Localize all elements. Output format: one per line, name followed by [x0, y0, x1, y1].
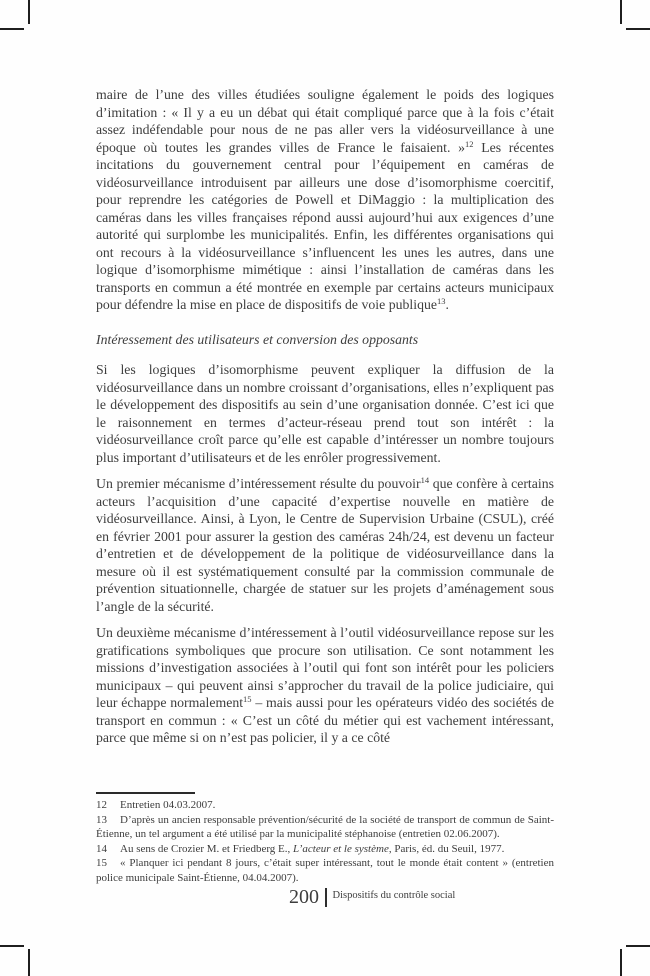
crop-mark-top-right-vertical	[620, 0, 622, 24]
crop-mark-bottom-right-horizontal	[626, 945, 650, 947]
paragraph-text: .	[445, 297, 449, 312]
footnote-item-13	[96, 813, 554, 842]
footnote-number: 15	[96, 857, 107, 869]
paragraph-text: – mais aussi pour les opérateurs vidéo des sociétés de transport en commun : « C’est un côté du métier qui est vachement intéressant, parce que même si on n’est pas policier, il y a ce côté	[96, 695, 554, 745]
running-title: Dispositifs du contrôle social	[332, 890, 456, 901]
page-footer	[289, 886, 455, 908]
paragraph-text: Un deuxième mécanisme d’intéressement à l’outil vidéosurveillance repose sur les gratifications symboliques que procure son utilisation. Ce sont notamment les missions d’investigation associées à l’outil qui font son intérêt pour les policiers municipaux – qui peuvent ainsi s’approcher du travail de la police judiciaire, qui leur échappe normalement	[96, 625, 554, 710]
footnote-item-15	[96, 856, 554, 885]
body-paragraph-2: Si les logiques d’isomorphisme peuvent expliquer la diffusion de la vidéosurveillance dans un nombre croissant d’organisations, elles n’expliquent pas le développement des dispositifs au sein d’une organisation donnée. C’est ici que le raisonnement en termes d’acteur-réseau prend tout son intérêt : la vidéosurveillance croît parce qu’elle est capable d’intéresser un nombre toujours plus important d’utilisateurs et de les enrôler progressivement.	[96, 362, 554, 465]
footnote-ref-12: 12	[465, 138, 474, 149]
footnote-item-14	[96, 842, 554, 857]
paragraph-text: maire de l’une des villes étudiées souligne également le poids des logiques d’imitation : « Il y a eu un débat qui était compliqué parce que à la fois c’était assez indéfendable pour nous de ne pas aller vers la vidéosurveillance à une époque où toutes les grandes villes de France le faisaient. »	[96, 87, 554, 155]
footnote-text: Au sens de Crozier M. et Friedberg E.,	[120, 842, 294, 855]
footnote-number: 13	[96, 813, 107, 826]
text-column	[96, 86, 554, 756]
footnote-ref-15: 15	[243, 694, 252, 704]
footnote-number: 12	[96, 799, 107, 811]
paragraph-text: Les récentes incitations du gouvernement central pour l’équipement en caméras de vidéosurveillance introduisent par ailleurs une dose d’isomorphisme coercitif, pour reprendre les catégories de Powell et DiMaggio : la multiplication des caméras dans les villes françaises répond aussi aujourd’hui aux exigences d’une autorité qui surplombe les municipalités. Enfin, les différentes organisations qui ont recours à la vidéosurveillance s’influencent les unes les autres, dans une logique d’isomorphisme mimétique : ainsi l’installation de caméras dans les transports en commun a été montrée en exemple par certains acteurs municipaux pour défendre la mise en place de dispositifs de voie publique	[96, 139, 555, 312]
footnote-text: D’après un ancien responsable prévention/sécurité de la société de transport de commun de Saint-Étienne, un tel argument a été utilisé par la municipalité stéphanoise (entretien 02.06.2007).	[96, 813, 554, 840]
crop-mark-top-right-horizontal	[626, 28, 650, 30]
body-paragraph-1	[96, 86, 554, 314]
footnote-text: , Paris, éd. du Seuil, 1977.	[388, 842, 505, 855]
crop-mark-top-left-vertical	[28, 0, 30, 24]
body-paragraph-4	[96, 624, 554, 747]
footnotes-section	[96, 792, 554, 885]
body-paragraph-3	[96, 475, 554, 615]
paragraph-text: que confère à certains acteurs l’acquisition d’une capacité d’expertise nouvelle en matière de vidéosurveillance. Ainsi, à Lyon, le Centre de Supervision Urbaine (CSUL), créé en février 2001 pour assurer la gestion des caméras 24h/24, est devenu un facteur d’entretien et de développement de la politique de vidéosurveillance dans la mesure où il est systématiquement consulté par la commission communale de prévention situationnelle, chargée de statuer sur les projets d’aménagement sous l’angle de la sécurité.	[96, 476, 554, 614]
footnote-number: 14	[96, 842, 107, 855]
footnote-ref-13: 13	[437, 296, 446, 306]
paragraph-text: Un premier mécanisme d’intéressement résulte du pouvoir	[96, 476, 421, 491]
footnote-ref-14: 14	[420, 475, 430, 485]
footnote-separator-rule	[96, 792, 195, 794]
footnote-text: « Planquer ici pendant 8 jours, c’était super intéressant, tout le monde était content » (entretien police municipale Saint-Étienne, 04.04.2007).	[96, 857, 554, 884]
crop-mark-bottom-left-horizontal	[0, 945, 24, 947]
footnote-item-12	[96, 798, 554, 813]
footer-divider-bar	[325, 888, 327, 907]
footnote-text: Entretien 04.03.2007.	[120, 799, 216, 811]
section-heading: Intéressement des utilisateurs et conversion des opposants	[96, 331, 419, 347]
crop-mark-bottom-right-vertical	[620, 949, 622, 976]
page-number: 200	[289, 886, 319, 908]
crop-mark-top-left-horizontal	[0, 28, 24, 30]
footnote-book-title: L’acteur et le système	[293, 842, 389, 855]
crop-mark-bottom-left-vertical	[28, 949, 30, 976]
